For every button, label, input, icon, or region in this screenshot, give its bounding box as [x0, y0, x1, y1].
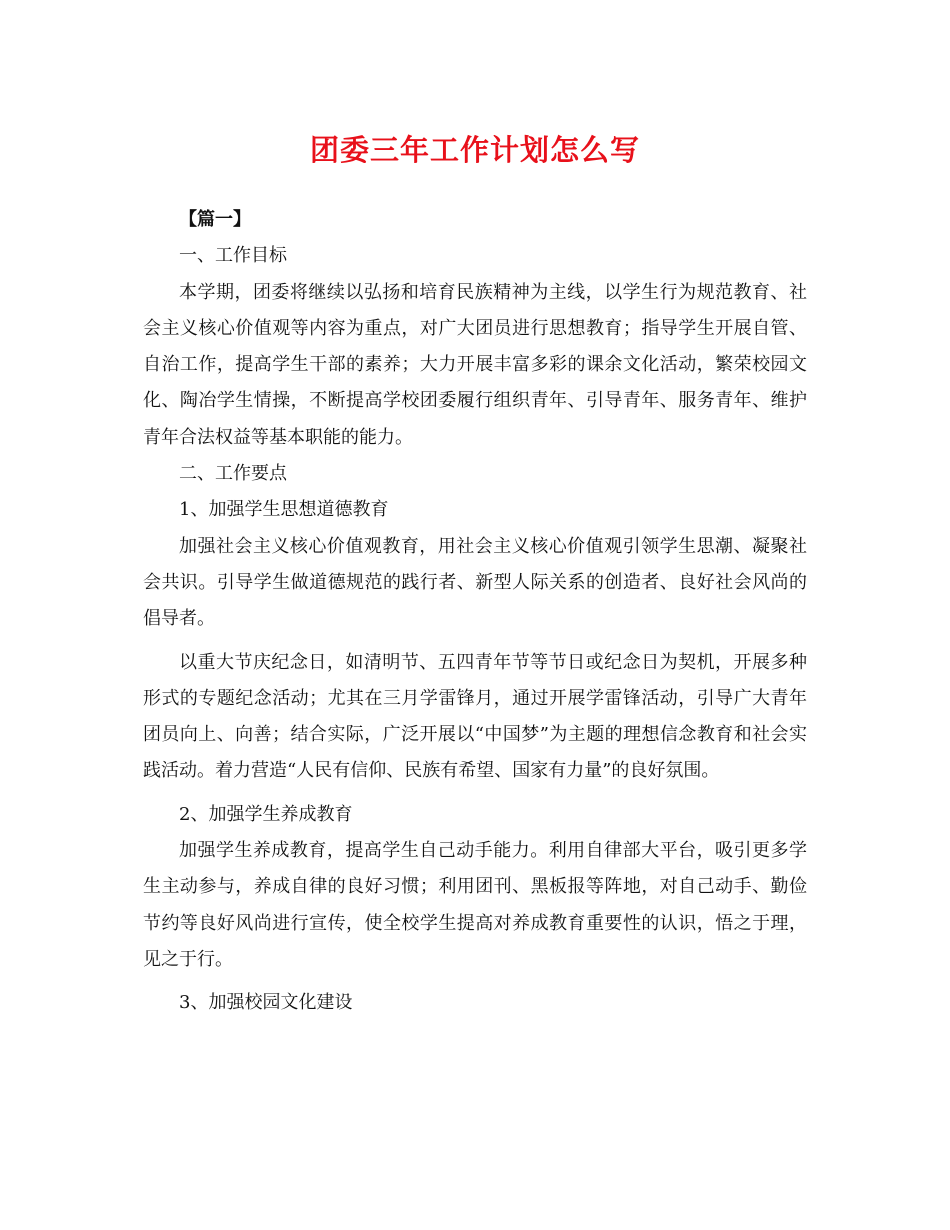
section-label: 【篇一】 — [179, 209, 251, 230]
document-title: 团委三年工作计划怎么写 — [309, 133, 640, 167]
paragraph-work-goals: 本学期，团委将继续以弘扬和培育民族精神为主线，以学生行为规范教育、社会主义核心价值观等内容为重点，对广大团员进行思想教育；指导学生开展自管、自治工作，提高学生干部的素养；大力开展丰富多彩的课余文化活动，繁荣校园文化、陶冶学生情操，不断提高学校团委履行组织青年、引导青年、服务青年、维护青年合法权益等基本职能的能力。 — [143, 281, 807, 448]
subheading-moral-education: 1、加强学生思想道德教育 — [179, 499, 389, 521]
paragraph-commemoration: 以重大节庆纪念日，如清明节、五四青年节等节日或纪念日为契机，开展多种形式的专题纪念活动；尤其在三月学雷锋月，通过开展学雷锋活动，引导广大青年团员向上、向善；结合实际，广泛开展以“中国梦”为主题的理想信念教育和社会实践活动。着力营造“人民有信仰、民族有希望、国家有力量”的良好氛围。 — [143, 651, 807, 782]
subheading-campus-culture: 3、加强校园文化建设 — [179, 992, 353, 1014]
paragraph-moral-education: 加强社会主义核心价值观教育，用社会主义核心价值观引领学生思潮、凝聚社会共识。引导学生做道德规范的践行者、新型人际关系的创造者、良好社会风尚的倡导者。 — [143, 535, 807, 630]
subheading-habit-education: 2、加强学生养成教育 — [179, 803, 353, 825]
heading-work-goals: 一、工作目标 — [179, 245, 287, 267]
paragraph-habit-education: 加强学生养成教育，提高学生自己动手能力。利用自律部大平台，吸引更多学生主动参与，养成自律的良好习惯；利用团刊、黑板报等阵地，对自己动手、勤俭节约等良好风尚进行宣传，使全校学生提高对养成教育重要性的认识，悟之于理，见之于行。 — [143, 840, 807, 970]
document-body — [143, 202, 807, 1022]
heading-work-points: 二、工作要点 — [179, 463, 287, 485]
